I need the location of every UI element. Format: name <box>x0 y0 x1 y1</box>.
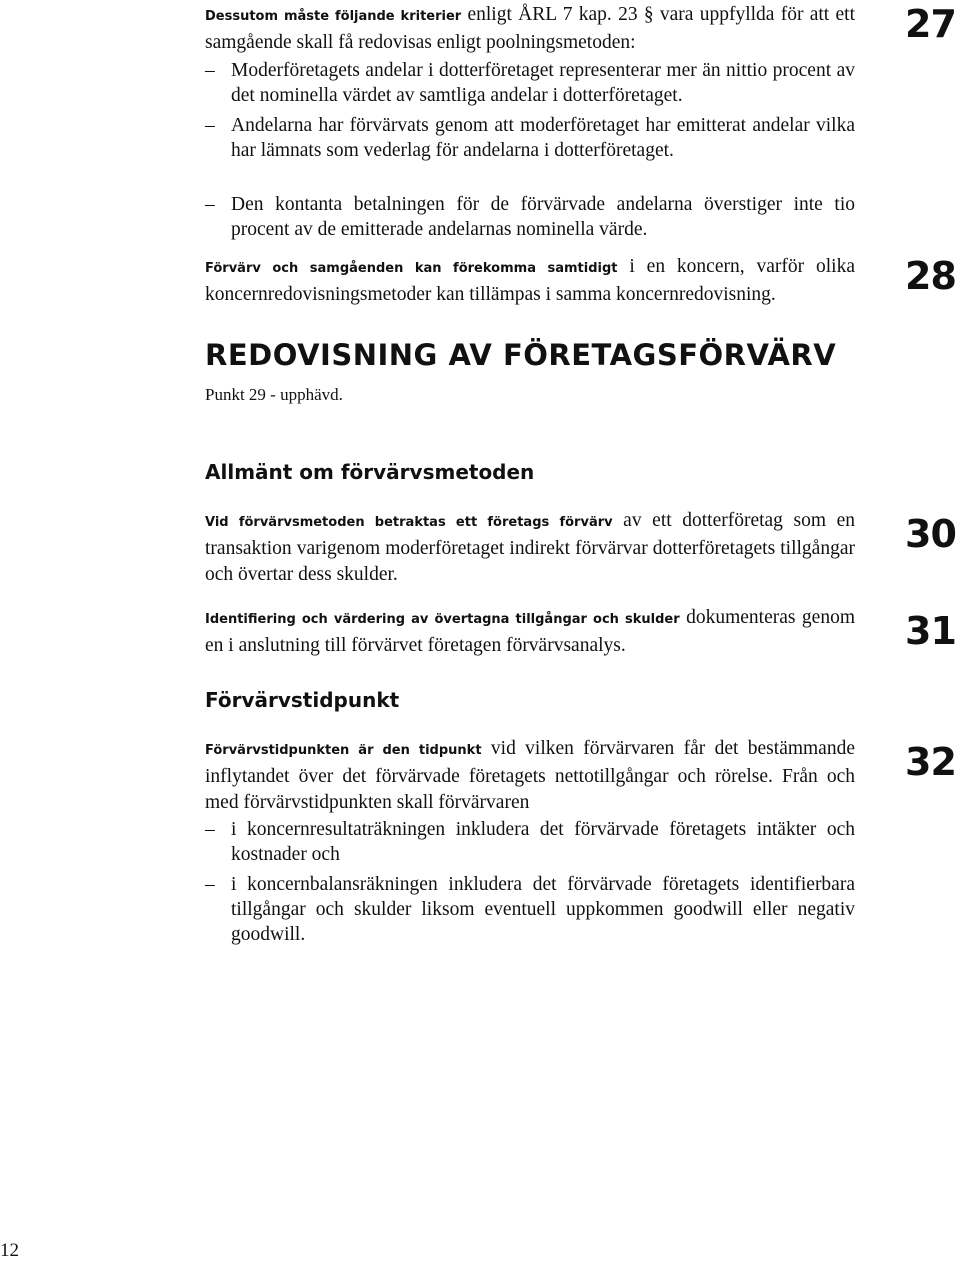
paragraph-28 <box>205 254 855 308</box>
intro-lead: Dessutom måste följande kriterier <box>205 9 462 24</box>
margin-number-30: 30 <box>905 512 956 556</box>
margin-number-31: 31 <box>905 609 956 653</box>
section-heading: REDOVISNING AV FÖRETAGSFÖRVÄRV <box>205 338 837 372</box>
duty-item <box>205 817 855 867</box>
margin-number-28: 28 <box>905 254 956 298</box>
dash-bullet: – <box>205 819 215 840</box>
paragraph-lead: Vid förvärvsmetoden betraktas ett företags förvärv <box>205 515 613 530</box>
paragraph-lead: Förvärvstidpunkten är den tidpunkt <box>205 743 482 758</box>
criteria-item <box>205 192 855 242</box>
intro-text: enligt ÅRL 7 kap. 23 § vara uppfyllda för att ett samgående skall få redovisas enligt poolningsmetoden: <box>205 4 855 53</box>
paragraph-text: av ett dotterföretag som en transaktion varigenom moderföretaget indirekt förvärvar dotterföretagets tillgångar och övertar dess skulder. <box>205 510 855 585</box>
paragraph-lead: Förvärv och samgåenden kan förekomma samtidigt <box>205 261 618 276</box>
margin-number-27: 27 <box>905 2 956 46</box>
paragraph-text: vid vilken förvärvaren får det bestämmande inflytandet över det förvärvade företagets nettotillgångar och rörelse. Från och med förvärvstidpunkten skall förvärvaren <box>205 738 855 813</box>
margin-number-32: 32 <box>905 740 956 784</box>
dash-bullet: – <box>205 194 215 215</box>
dash-bullet: – <box>205 60 215 81</box>
duty-item <box>205 872 855 947</box>
criteria-text: Andelarna har förvärvats genom att moderföretaget har emitterat andelar vilka har lämnats som vederlag för andelarna i dotterföretaget. <box>231 115 855 161</box>
intro-paragraph <box>205 2 855 56</box>
paragraph-lead: Identifiering och värdering av övertagna tillgångar och skulder <box>205 612 680 627</box>
subheading-acquisition-time: Förvärvstidpunkt <box>205 688 400 712</box>
paragraph-30 <box>205 508 855 588</box>
section-note: Punkt 29 - upphävd. <box>205 385 343 404</box>
dash-bullet: – <box>205 874 215 895</box>
dash-bullet: – <box>205 115 215 136</box>
duty-text: i koncernresultaträkningen inkludera det förvärvade företagets intäkter och kostnader och <box>231 819 855 865</box>
criteria-item <box>205 113 855 163</box>
paragraph-text: i en koncern, varför olika koncernredovisningsmetoder kan tillämpas i samma koncernredovisning. <box>205 256 855 305</box>
subheading-general: Allmänt om förvärvsmetoden <box>205 460 535 484</box>
criteria-item <box>205 58 855 108</box>
criteria-text: Moderföretagets andelar i dotterföretaget representerar mer än nittio procent av det nominella värdet av samtliga andelar i dotterföretaget. <box>231 60 855 106</box>
criteria-text: Den kontanta betalningen för de förvärvade andelarna överstiger inte tio procent av de emitterade andelarnas nominella värde. <box>231 194 855 240</box>
page-number: 12 <box>0 1240 19 1261</box>
paragraph-32 <box>205 736 855 816</box>
paragraph-text: dokumenteras genom en i anslutning till förvärvet företagen förvärvsanalys. <box>205 607 855 656</box>
duty-text: i koncernbalansräkningen inkludera det förvärvade företagets identifierbara tillgångar och skulder liksom eventuell uppkommen goodwill eller negativ goodwill. <box>231 874 855 945</box>
paragraph-31 <box>205 605 855 659</box>
